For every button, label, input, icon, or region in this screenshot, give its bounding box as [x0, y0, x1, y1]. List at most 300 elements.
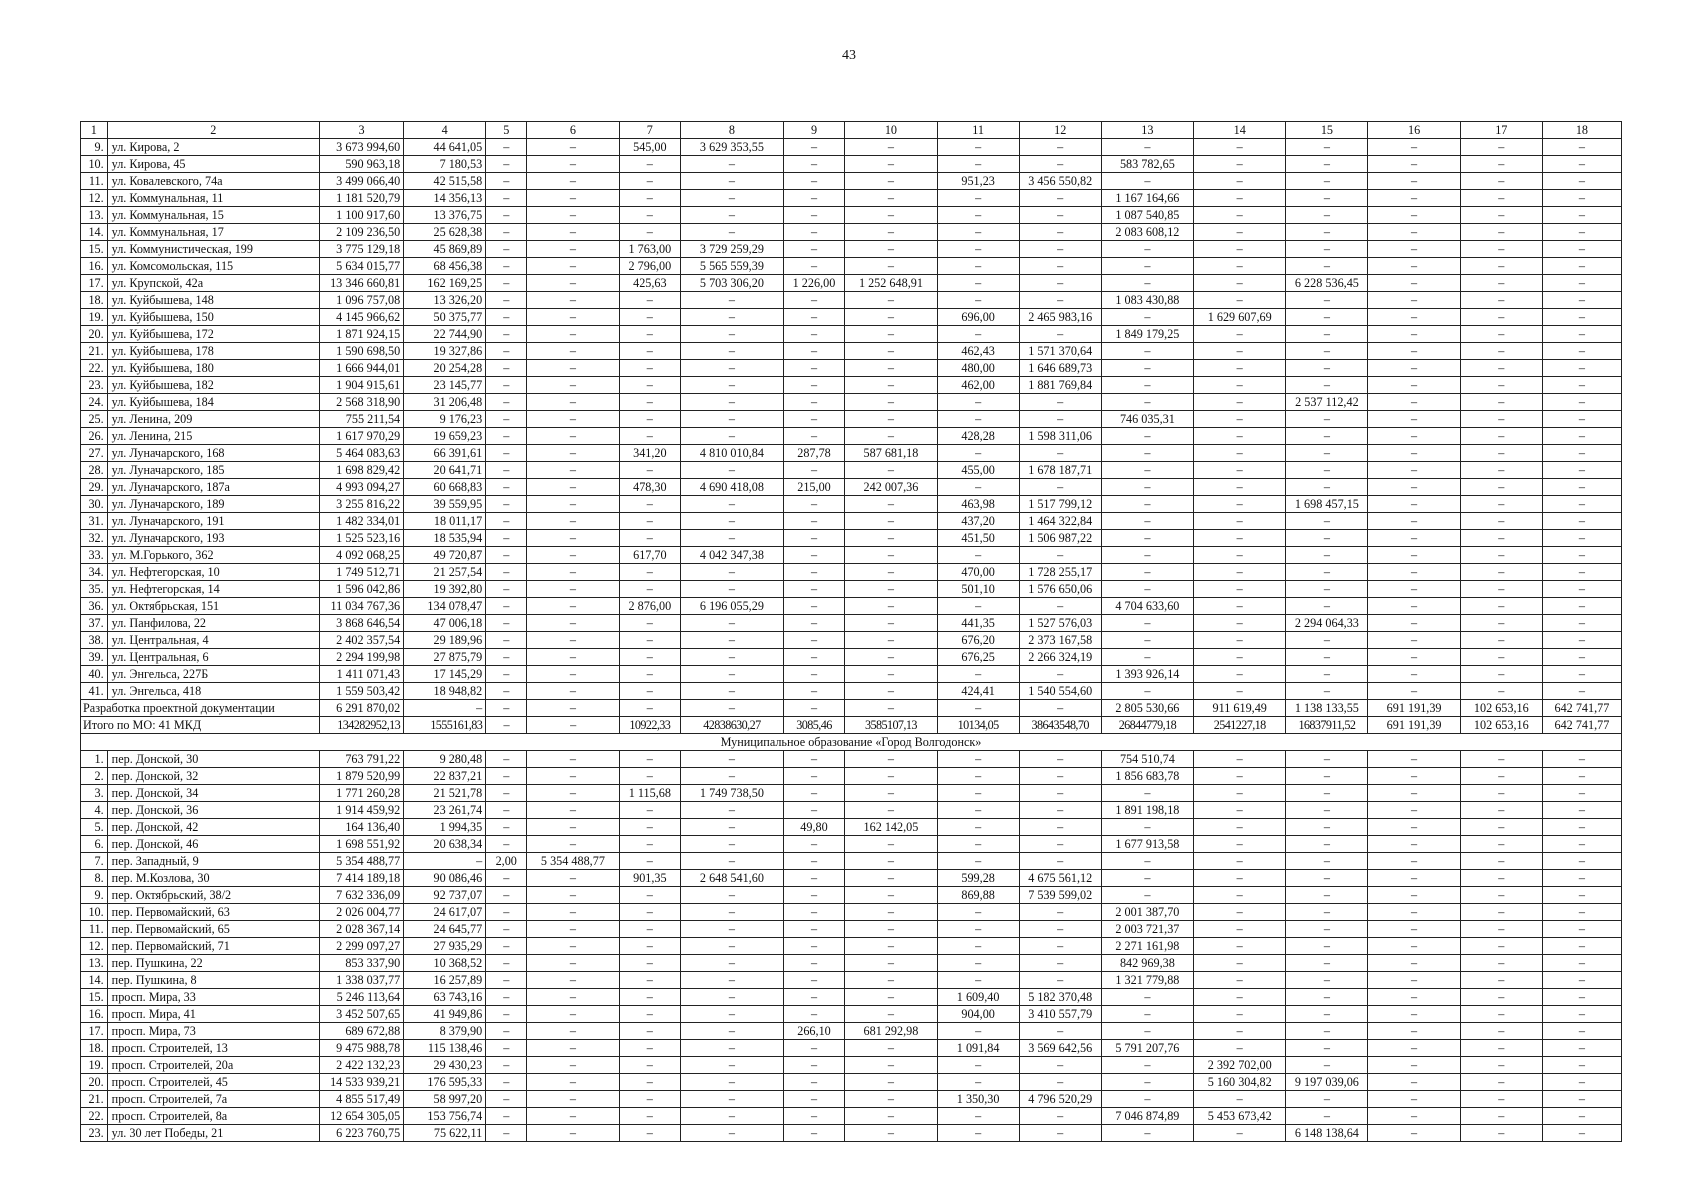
table-cell: 1 891 198,18 — [1101, 802, 1193, 819]
table-cell: – — [845, 581, 937, 598]
table-cell: 20 254,28 — [404, 360, 486, 377]
table-cell: – — [486, 326, 527, 343]
table-cell: – — [619, 819, 681, 836]
table-row — [81, 479, 1622, 496]
table-cell: – — [783, 581, 845, 598]
table-cell: – — [1368, 836, 1460, 853]
table-row — [81, 1006, 1622, 1023]
table-cell: – — [1194, 224, 1286, 241]
table-cell: – — [1101, 479, 1193, 496]
table-cell: – — [1101, 513, 1193, 530]
table-cell: – — [681, 700, 784, 717]
table-cell: – — [783, 224, 845, 241]
table-cell: 66 391,61 — [404, 445, 486, 462]
table-cell: – — [1286, 343, 1368, 360]
table-cell: ул. Куйбышева, 150 — [107, 309, 319, 326]
column-header: 3 — [320, 122, 404, 139]
table-cell: пер. Донской, 36 — [107, 802, 319, 819]
table-cell: – — [783, 1040, 845, 1057]
table-cell: – — [1286, 649, 1368, 666]
table-cell: – — [1101, 462, 1193, 479]
table-cell: 1 517 799,12 — [1019, 496, 1101, 513]
table-cell: просп. Мира, 33 — [107, 989, 319, 1006]
table-cell: 12. — [81, 938, 108, 955]
table-cell: – — [1460, 173, 1542, 190]
table-cell: – — [1286, 989, 1368, 1006]
table-cell: – — [486, 530, 527, 547]
table-cell: ул. Ленина, 215 — [107, 428, 319, 445]
table-cell: – — [1542, 819, 1621, 836]
table-cell: 1 506 987,22 — [1019, 530, 1101, 547]
table-cell: – — [783, 1074, 845, 1091]
table-cell: – — [486, 615, 527, 632]
table-cell: – — [937, 190, 1019, 207]
table-cell: – — [1194, 615, 1286, 632]
table-cell: – — [1101, 853, 1193, 870]
table-cell: – — [486, 768, 527, 785]
table-cell: – — [783, 530, 845, 547]
table-cell: 1 763,00 — [619, 241, 681, 258]
table-cell: – — [681, 632, 784, 649]
table-cell: – — [527, 292, 619, 309]
table-cell: – — [1019, 904, 1101, 921]
table-cell: 1 350,30 — [937, 1091, 1019, 1108]
table-cell: 1 994,35 — [404, 819, 486, 836]
table-cell: – — [486, 462, 527, 479]
table-cell: – — [486, 190, 527, 207]
table-cell: – — [619, 921, 681, 938]
table-cell: – — [1460, 360, 1542, 377]
table-row — [81, 649, 1622, 666]
table-cell: 4 810 010,84 — [681, 445, 784, 462]
table-cell: 587 681,18 — [845, 445, 937, 462]
table-cell: 4 675 561,12 — [1019, 870, 1101, 887]
table-cell: – — [1194, 241, 1286, 258]
table-cell: – — [1019, 836, 1101, 853]
table-cell: – — [1194, 462, 1286, 479]
table-row — [81, 819, 1622, 836]
table-cell: – — [619, 224, 681, 241]
table-cell: – — [1542, 853, 1621, 870]
table-cell: – — [1286, 445, 1368, 462]
table-cell: – — [1019, 275, 1101, 292]
table-cell: 8. — [81, 870, 108, 887]
table-cell: – — [845, 904, 937, 921]
table-cell: – — [845, 632, 937, 649]
table-cell: – — [1101, 1057, 1193, 1074]
table-cell: – — [619, 377, 681, 394]
table-cell: – — [619, 564, 681, 581]
table-cell: – — [1101, 360, 1193, 377]
table-cell: – — [1368, 632, 1460, 649]
table-cell: 11. — [81, 173, 108, 190]
table-row — [81, 445, 1622, 462]
table-cell: – — [527, 785, 619, 802]
table-cell: 7 046 874,89 — [1101, 1108, 1193, 1125]
table-cell: – — [619, 853, 681, 870]
table-cell: – — [486, 989, 527, 1006]
table-cell: 1 571 370,64 — [1019, 343, 1101, 360]
table-cell: 1 590 698,50 — [320, 343, 404, 360]
table-cell: – — [681, 921, 784, 938]
table-cell: – — [1460, 275, 1542, 292]
table-cell: Разработка проектной документации — [81, 700, 320, 717]
table-cell: – — [527, 156, 619, 173]
table-cell: – — [1286, 751, 1368, 768]
table-cell: 1 678 187,71 — [1019, 462, 1101, 479]
table-cell: 21. — [81, 1091, 108, 1108]
table-cell: 5 565 559,39 — [681, 258, 784, 275]
table-cell: – — [619, 972, 681, 989]
column-header: 13 — [1101, 122, 1193, 139]
table-cell: – — [1194, 768, 1286, 785]
table-cell: – — [1542, 530, 1621, 547]
table-cell: 7. — [81, 853, 108, 870]
table-cell: 689 672,88 — [320, 1023, 404, 1040]
table-cell: – — [937, 207, 1019, 224]
table-cell: – — [1542, 632, 1621, 649]
table-cell: – — [1019, 972, 1101, 989]
table-cell: – — [1286, 819, 1368, 836]
table-cell: – — [783, 139, 845, 156]
table-cell: – — [845, 768, 937, 785]
table-cell: – — [1101, 989, 1193, 1006]
table-cell: – — [619, 666, 681, 683]
table-cell: – — [1286, 1091, 1368, 1108]
table-cell: 41. — [81, 683, 108, 700]
table-cell: – — [1286, 581, 1368, 598]
table-row — [81, 513, 1622, 530]
table-cell: 19 327,86 — [404, 343, 486, 360]
table-cell: – — [937, 326, 1019, 343]
table-cell: – — [783, 921, 845, 938]
table-cell: 1 115,68 — [619, 785, 681, 802]
table-cell: – — [681, 802, 784, 819]
table-row — [81, 394, 1622, 411]
table-cell: 3 868 646,54 — [320, 615, 404, 632]
table-cell: 15. — [81, 989, 108, 1006]
table-cell: пер. Донской, 42 — [107, 819, 319, 836]
table-cell: 545,00 — [619, 139, 681, 156]
table-cell: – — [486, 496, 527, 513]
table-cell: – — [1101, 1125, 1193, 1142]
table-cell: – — [1542, 479, 1621, 496]
table-cell: ул. Куйбышева, 182 — [107, 377, 319, 394]
table-cell: 642 741,77 — [1542, 700, 1621, 717]
table-cell: – — [1368, 938, 1460, 955]
table-cell: – — [783, 836, 845, 853]
table-cell: – — [619, 683, 681, 700]
table-cell: – — [527, 445, 619, 462]
table-cell: 437,20 — [937, 513, 1019, 530]
table-cell: 2 299 097,27 — [320, 938, 404, 955]
table-cell: – — [527, 649, 619, 666]
table-cell: 4 145 966,62 — [320, 309, 404, 326]
table-cell: – — [527, 513, 619, 530]
table-cell: 13 346 660,81 — [320, 275, 404, 292]
table-cell: – — [1194, 530, 1286, 547]
table-cell: – — [1101, 1023, 1193, 1040]
table-cell: – — [783, 666, 845, 683]
table-cell: 5 246 113,64 — [320, 989, 404, 1006]
table-cell: – — [1368, 343, 1460, 360]
table-cell: – — [527, 309, 619, 326]
table-cell: – — [1194, 190, 1286, 207]
table-cell: – — [845, 1125, 937, 1142]
table-cell: – — [1101, 309, 1193, 326]
table-row — [81, 785, 1622, 802]
table-cell: – — [1019, 1108, 1101, 1125]
table-cell: – — [1286, 853, 1368, 870]
table-cell: – — [1542, 377, 1621, 394]
table-cell: 2 028 367,14 — [320, 921, 404, 938]
table-cell: – — [845, 1108, 937, 1125]
table-cell: 480,00 — [937, 360, 1019, 377]
table-cell: 28. — [81, 462, 108, 479]
table-cell: – — [1286, 1057, 1368, 1074]
table-cell: – — [619, 1040, 681, 1057]
table-cell: 1 749 738,50 — [681, 785, 784, 802]
table-cell: – — [845, 343, 937, 360]
table-cell: 26. — [81, 428, 108, 445]
table-cell: – — [937, 241, 1019, 258]
table-cell: – — [1194, 904, 1286, 921]
table-cell: – — [681, 836, 784, 853]
table-cell: 90 086,46 — [404, 870, 486, 887]
table-cell: ул. Энгельса, 227Б — [107, 666, 319, 683]
table-cell: просп. Строителей, 8а — [107, 1108, 319, 1125]
table-cell: 36. — [81, 598, 108, 615]
table-cell: – — [783, 326, 845, 343]
table-cell: 2 796,00 — [619, 258, 681, 275]
table-cell: 1 411 071,43 — [320, 666, 404, 683]
table-cell: 1 167 164,66 — [1101, 190, 1193, 207]
table-cell: – — [937, 258, 1019, 275]
table-cell: – — [1542, 156, 1621, 173]
table-cell: – — [619, 632, 681, 649]
table-cell: – — [1542, 955, 1621, 972]
table-cell: – — [1101, 819, 1193, 836]
table-cell: – — [527, 615, 619, 632]
table-cell: – — [1460, 411, 1542, 428]
table-cell: – — [527, 717, 619, 734]
column-header: 2 — [107, 122, 319, 139]
table-cell: пер. Октябрьский, 38/2 — [107, 887, 319, 904]
table-cell: 42838630,27 — [681, 717, 784, 734]
table-cell: – — [1286, 564, 1368, 581]
table-cell: ул. Луначарского, 168 — [107, 445, 319, 462]
table-row — [81, 887, 1622, 904]
table-cell: – — [681, 513, 784, 530]
table-row — [81, 989, 1622, 1006]
table-cell: 1 482 334,01 — [320, 513, 404, 530]
table-cell: – — [1368, 207, 1460, 224]
table-cell: – — [937, 751, 1019, 768]
table-cell: 18 011,17 — [404, 513, 486, 530]
table-row — [81, 326, 1622, 343]
column-number-row — [81, 122, 1622, 139]
table-cell: – — [681, 768, 784, 785]
table-cell: 676,20 — [937, 632, 1019, 649]
table-cell: – — [937, 700, 1019, 717]
table-cell: – — [1101, 683, 1193, 700]
table-cell: 1 540 554,60 — [1019, 683, 1101, 700]
table-cell: 1 181 520,79 — [320, 190, 404, 207]
table-cell: – — [527, 377, 619, 394]
table-cell: – — [1101, 887, 1193, 904]
table-cell: – — [783, 955, 845, 972]
table-cell: – — [1460, 972, 1542, 989]
table-cell: – — [1101, 241, 1193, 258]
table-cell: – — [1368, 530, 1460, 547]
table-cell: – — [1542, 547, 1621, 564]
table-cell: – — [1542, 666, 1621, 683]
table-cell: 2 001 387,70 — [1101, 904, 1193, 921]
table-cell: 746 035,31 — [1101, 411, 1193, 428]
table-cell: – — [1542, 1057, 1621, 1074]
table-cell: – — [527, 1057, 619, 1074]
table-cell: – — [845, 683, 937, 700]
table-cell: – — [1368, 139, 1460, 156]
table-row — [81, 904, 1622, 921]
table-cell: – — [1460, 768, 1542, 785]
table-cell: 755 211,54 — [320, 411, 404, 428]
table-cell: 287,78 — [783, 445, 845, 462]
table-cell: ул. Коммунальная, 15 — [107, 207, 319, 224]
table-cell: – — [1542, 581, 1621, 598]
table-cell: 2 294 064,33 — [1286, 615, 1368, 632]
table-cell: ул. Куйбышева, 172 — [107, 326, 319, 343]
table-cell: – — [1019, 1074, 1101, 1091]
table-cell: 63 743,16 — [404, 989, 486, 1006]
table-cell: – — [486, 717, 527, 734]
table-cell: 424,41 — [937, 683, 1019, 700]
table-cell: – — [1460, 887, 1542, 904]
table-cell: – — [845, 173, 937, 190]
table-row — [81, 496, 1622, 513]
table-cell: 102 653,16 — [1460, 700, 1542, 717]
table-cell: 2 271 161,98 — [1101, 938, 1193, 955]
table-cell: 901,35 — [619, 870, 681, 887]
table-cell: – — [527, 496, 619, 513]
table-cell: – — [527, 241, 619, 258]
table-cell: 23. — [81, 377, 108, 394]
table-cell: – — [681, 649, 784, 666]
table-cell: – — [1194, 683, 1286, 700]
table-cell: 451,50 — [937, 530, 1019, 547]
table-cell: 1 728 255,17 — [1019, 564, 1101, 581]
table-row — [81, 1057, 1622, 1074]
table-cell: 134 078,47 — [404, 598, 486, 615]
table-cell: – — [1286, 224, 1368, 241]
table-cell: 3 255 816,22 — [320, 496, 404, 513]
table-cell: – — [1019, 768, 1101, 785]
table-cell: – — [1542, 513, 1621, 530]
table-cell: 3 499 066,40 — [320, 173, 404, 190]
table-cell: 19. — [81, 309, 108, 326]
table-cell: – — [1368, 292, 1460, 309]
table-cell: 1 629 607,69 — [1194, 309, 1286, 326]
table-cell: – — [486, 751, 527, 768]
table-cell: 14. — [81, 972, 108, 989]
table-cell: – — [486, 1108, 527, 1125]
table-cell: 17. — [81, 1023, 108, 1040]
table-cell: – — [527, 547, 619, 564]
table-cell: – — [845, 785, 937, 802]
table-cell: – — [1460, 666, 1542, 683]
table-cell: 27. — [81, 445, 108, 462]
table-cell: – — [486, 938, 527, 955]
table-cell: – — [1286, 428, 1368, 445]
table-cell: – — [1368, 309, 1460, 326]
table-cell: – — [1542, 360, 1621, 377]
table-cell: – — [783, 547, 845, 564]
table-cell: – — [1019, 938, 1101, 955]
table-cell: – — [486, 1057, 527, 1074]
table-cell: – — [527, 224, 619, 241]
table-cell: – — [619, 326, 681, 343]
table-cell: – — [681, 666, 784, 683]
table-cell: – — [937, 479, 1019, 496]
table-cell: – — [1460, 904, 1542, 921]
table-cell: просп. Строителей, 45 — [107, 1074, 319, 1091]
table-cell: – — [1460, 190, 1542, 207]
table-cell: – — [1019, 921, 1101, 938]
table-cell: 599,28 — [937, 870, 1019, 887]
table-cell: – — [1194, 853, 1286, 870]
table-cell: – — [527, 394, 619, 411]
table-cell: – — [1542, 564, 1621, 581]
table-cell: – — [1286, 173, 1368, 190]
table-cell: – — [1019, 156, 1101, 173]
table-cell: – — [486, 887, 527, 904]
table-cell: – — [845, 955, 937, 972]
table-cell: – — [1460, 1108, 1542, 1125]
table-cell: 39. — [81, 649, 108, 666]
table-cell: – — [681, 224, 784, 241]
table-cell: – — [1542, 224, 1621, 241]
table-cell: – — [486, 292, 527, 309]
table-cell: 7 632 336,09 — [320, 887, 404, 904]
table-cell: – — [1101, 870, 1193, 887]
table-cell: – — [1019, 326, 1101, 343]
table-cell: – — [681, 292, 784, 309]
table-cell: 462,00 — [937, 377, 1019, 394]
table-cell: – — [937, 802, 1019, 819]
table-cell: – — [937, 819, 1019, 836]
table-cell: – — [1101, 377, 1193, 394]
table-cell: – — [1460, 615, 1542, 632]
table-cell: 14 533 939,21 — [320, 1074, 404, 1091]
table-cell: 37. — [81, 615, 108, 632]
table-cell: – — [486, 343, 527, 360]
table-cell: – — [1460, 309, 1542, 326]
table-cell: – — [783, 1057, 845, 1074]
table-cell: – — [1368, 785, 1460, 802]
table-cell: – — [1542, 462, 1621, 479]
table-cell: 1 525 523,16 — [320, 530, 404, 547]
table-cell: – — [527, 139, 619, 156]
table-cell: – — [681, 1023, 784, 1040]
table-cell: 47 006,18 — [404, 615, 486, 632]
table-cell: – — [619, 1108, 681, 1125]
table-cell: – — [1286, 411, 1368, 428]
table-cell: 1 138 133,55 — [1286, 700, 1368, 717]
table-cell: 4. — [81, 802, 108, 819]
design-docs-row — [81, 700, 1622, 717]
table-cell: – — [486, 479, 527, 496]
table-cell: 1 871 924,15 — [320, 326, 404, 343]
